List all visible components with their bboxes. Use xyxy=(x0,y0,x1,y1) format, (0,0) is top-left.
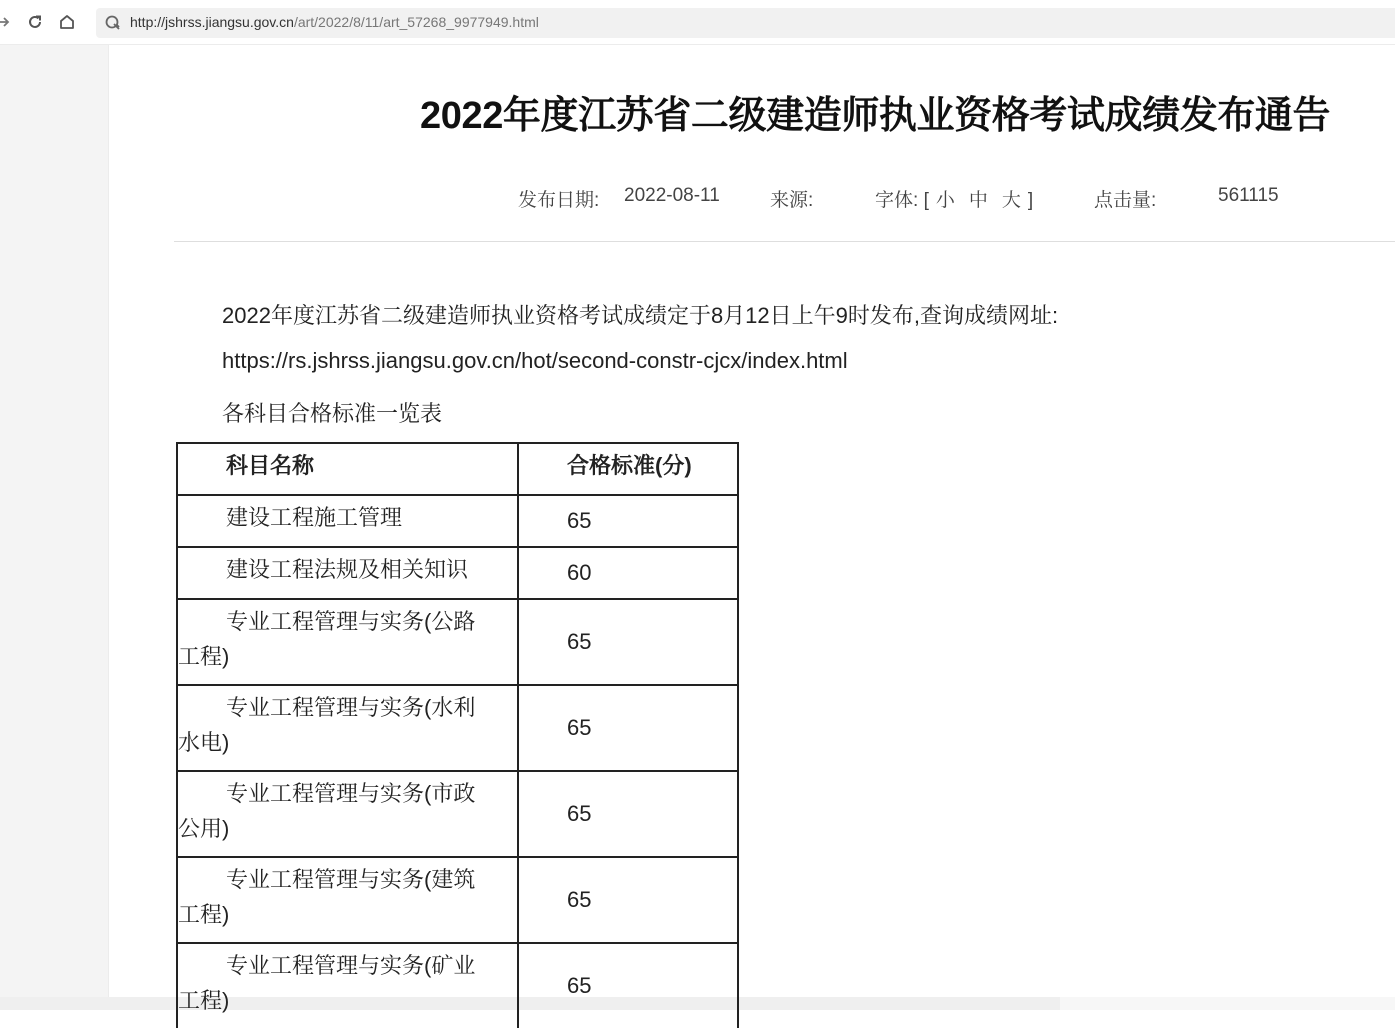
subject-cell: 专业工程管理与实务(建筑工程) xyxy=(178,858,519,942)
address-bar[interactable] xyxy=(96,8,1395,38)
bracket-close: ] xyxy=(1027,190,1034,211)
subject-cell: 专业工程管理与实务(矿业工程) xyxy=(178,944,519,1028)
table-row xyxy=(176,770,739,856)
url-text[interactable] xyxy=(130,14,539,30)
notice-paragraph: 2022年度江苏省二级建造师执业资格考试成绩定于8月12日上午9时发布,查询成绩网址: xyxy=(222,303,1059,328)
subject-cell: 专业工程管理与实务(公路工程) xyxy=(178,600,519,684)
article-title: 2022年度江苏省二级建造师执业资格考试成绩发布通告 xyxy=(420,95,1331,137)
table-row xyxy=(176,942,739,1028)
left-gutter xyxy=(0,45,109,997)
score-cell: 60 xyxy=(567,560,592,585)
standards-table-viewport xyxy=(176,442,739,1013)
header-score: 合格标准(分) xyxy=(567,453,692,478)
url-host: http://jshrss.jiangsu.gov.cn xyxy=(130,14,294,30)
browser-toolbar xyxy=(0,0,1395,45)
hits-count: 561115 xyxy=(1218,185,1279,206)
score-cell: 65 xyxy=(567,973,592,998)
score-cell: 65 xyxy=(567,629,592,654)
table-row xyxy=(176,598,739,684)
bracket-open: [ xyxy=(923,190,929,211)
source-label: 来源: xyxy=(770,190,814,211)
publish-date-label: 发布日期: xyxy=(518,190,600,211)
subject-cell: 建设工程法规及相关知识 xyxy=(178,548,519,598)
font-label: 字体: xyxy=(875,190,919,211)
font-small-link[interactable]: 小 xyxy=(935,190,955,211)
reload-icon[interactable] xyxy=(24,11,46,33)
table-header-row xyxy=(176,442,739,494)
query-url-text: https://rs.jshrss.jiangsu.gov.cn/hot/second-constr-cjcx/index.html xyxy=(222,348,848,373)
standards-table xyxy=(176,442,739,1028)
table-caption: 各科目合格标准一览表 xyxy=(222,401,443,426)
font-size-control xyxy=(875,185,1033,212)
header-subject: 科目名称 xyxy=(178,444,519,494)
meta-divider xyxy=(174,241,1395,242)
score-cell: 65 xyxy=(567,508,592,533)
hits-label: 点击量: xyxy=(1094,190,1157,211)
font-large-link[interactable]: 大 xyxy=(1001,190,1021,211)
subject-cell: 专业工程管理与实务(水利水电) xyxy=(178,686,519,770)
font-medium-link[interactable]: 中 xyxy=(968,190,988,211)
score-cell: 65 xyxy=(567,801,592,826)
table-row xyxy=(176,856,739,942)
subject-cell: 建设工程施工管理 xyxy=(178,496,519,546)
home-icon[interactable] xyxy=(56,11,78,33)
table-row xyxy=(176,684,739,770)
site-info-icon[interactable] xyxy=(104,14,122,32)
url-path: /art/2022/8/11/art_57268_9977949.html xyxy=(293,14,539,30)
publish-date: 2022-08-11 xyxy=(624,185,720,206)
table-row xyxy=(176,546,739,598)
table-row xyxy=(176,494,739,546)
forward-icon[interactable] xyxy=(0,11,14,33)
score-cell: 65 xyxy=(567,715,592,740)
score-cell: 65 xyxy=(567,887,592,912)
subject-cell: 专业工程管理与实务(市政公用) xyxy=(178,772,519,856)
